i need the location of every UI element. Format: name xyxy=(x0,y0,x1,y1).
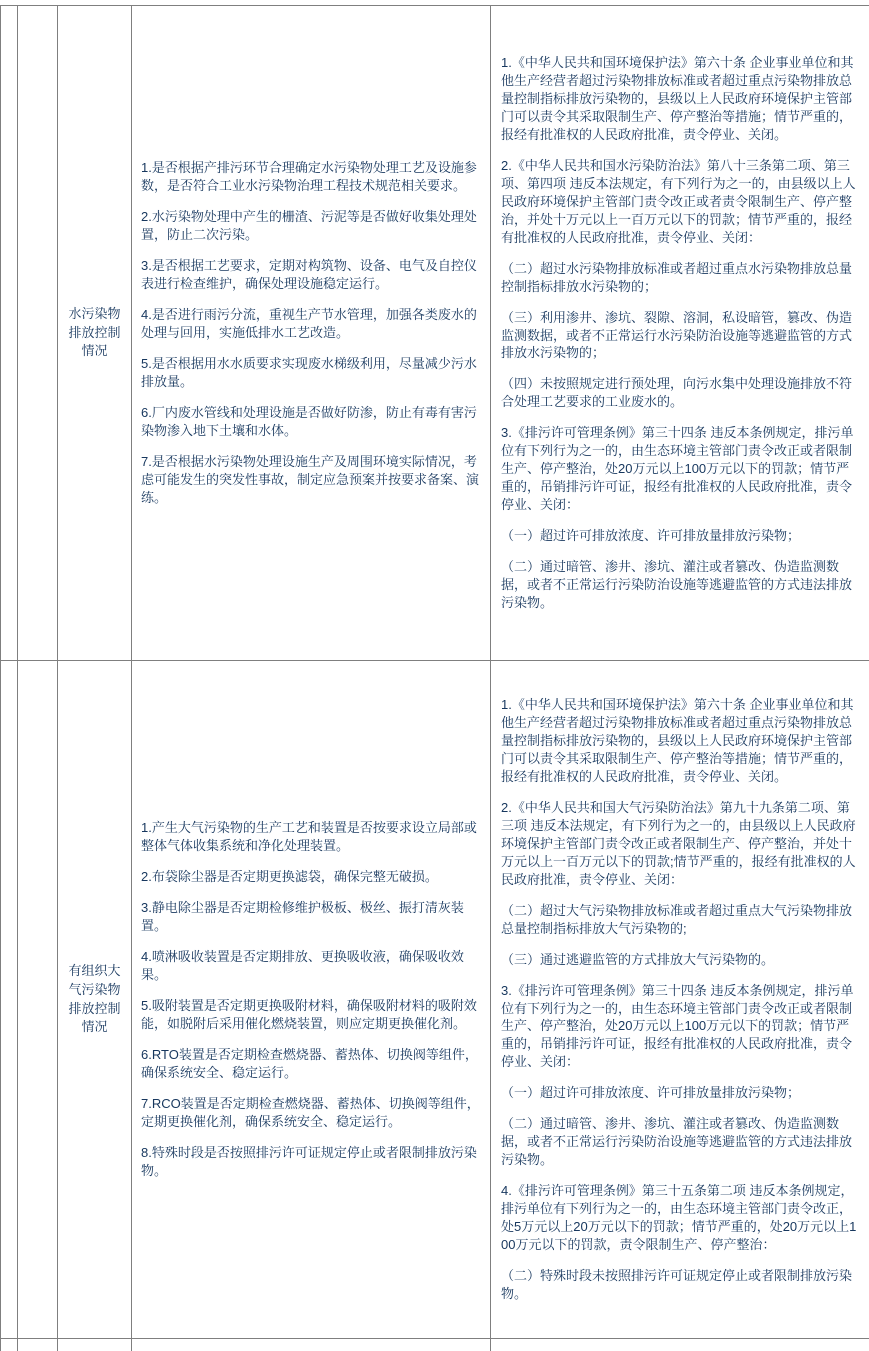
legal-item: （二）通过暗管、渗井、渗坑、灌注或者篡改、伪造监测数据，或者不正常运行污染防治设施等逃避监管的方式违法排放污染物。 xyxy=(501,1116,853,1168)
partial-cell xyxy=(58,1339,132,1351)
legal-item: （二）超过水污染物排放标准或者超过重点水污染物排放总量控制指标排放水污染物的； xyxy=(501,260,853,294)
legal-item: 2.《中华人民共和国水污染防治法》第八十三条第二项、第三项、第四项 违反本法规定，有下列行为之一的，由县级以上人民政府环境保护主管部门责令改正或者责令限制生产、停产整治，并处十万元以上一百万元以下的罚款；情节严重的，报经有批准权的人民政府批准，责令停业、关闭： xyxy=(501,158,856,245)
checklist-cell xyxy=(132,661,491,1339)
legal-cell xyxy=(491,661,869,1339)
checklist-item: 3.是否根据工艺要求，定期对构筑物、设备、电气及自控仪表进行检查维护，确保处理设施稳定运行。 xyxy=(141,258,477,292)
checklist-item: 6.厂内废水管线和处理设施是否做好防渗，防止有毒有害污染物渗入地下土壤和水体。 xyxy=(141,404,477,438)
edge-cell-outer xyxy=(1,661,18,1339)
legal-item: （二）超过大气污染物排放标准或者超过重点大气污染物排放总量控制指标排放大气污染物的; xyxy=(501,902,853,936)
partial-cell xyxy=(18,1339,58,1351)
legal-item: （一）超过许可排放浓度、许可排放量排放污染物； xyxy=(501,1085,801,1101)
checklist-item: 4.是否进行雨污分流，重视生产节水管理，加强各类废水的处理与回用，实施低排水工艺改造。 xyxy=(141,307,477,341)
checklist-cell xyxy=(132,6,491,661)
legal-item: （三）通过逃避监管的方式排放大气污染物的。 xyxy=(501,951,775,967)
partial-cell xyxy=(1,1339,18,1351)
checklist-item: 7.是否根据水污染物处理设施生产及周围环境实际情况，考虑可能发生的突发性事故，制定应急预案并按要求备案、演练。 xyxy=(141,453,480,505)
legal-item: 4.《排污许可管理条例》第三十五条第二项 违反本条例规定，排污单位有下列行为之一的，由生态环境主管部门责令改正，处5万元以上20万元以下的罚款；情节严重的，处20万元以上100万元以下的罚款，责令限制生产、停产整治： xyxy=(501,1183,857,1252)
checklist-item: 4.喷淋吸收装置是否定期排放、更换吸收液，确保吸收效果。 xyxy=(141,949,464,983)
legal-item: 2.《中华人民共和国大气污染防治法》第九十九条第二项、第三项 违反本法规定，有下列行为之一的，由县级以上人民政府环境保护主管部门责令改正或者限制生产、停产整治，并处十万元以上一百万元以下的罚款;情节严重的，报经有批准权的人民政府批准，责令停业、关闭： xyxy=(501,800,856,887)
edge-cell-outer xyxy=(1,6,18,661)
legal-item: 1.《中华人民共和国环境保护法》第六十条 企业事业单位和其他生产经营者超过污染物排放标准或者超过重点污染物排放总量控制指标排放污染物的，县级以上人民政府环境保护主管部门可以责令其采取限制生产、停产整治等措施；情节严重的，报经有批准权的人民政府批准，责令停业、关闭。 xyxy=(501,55,854,143)
checklist-item: 1.是否根据产排污环节合理确定水污染物处理工艺及设施参数，是否符合工业水污染物治理工程技术规范相关要求。 xyxy=(141,160,477,194)
legal-item: （一）超过许可排放浓度、许可排放量排放污染物； xyxy=(501,527,801,543)
checklist-item: 8.特殊时段是否按照排污许可证规定停止或者限制排放污染物。 xyxy=(141,1144,477,1178)
legal-item: 3.《排污许可管理条例》第三十四条 违反本条例规定，排污单位有下列行为之一的，由生态环境主管部门责令改正或者限制生产、停产整治，处20万元以上100万元以下的罚款；情节严重的，吊销排污许可证，报经有批准权的人民政府批准，责令停业、关闭： xyxy=(501,425,854,512)
compliance-table xyxy=(0,5,869,1351)
table-row xyxy=(1,661,869,1339)
checklist-item: 3.静电除尘器是否定期检修维护极板、极丝、振打清灰装置。 xyxy=(141,900,464,934)
checklist-item: 7.RCO装置是否定期检查燃烧器、蓄热体、切换阀等组件，定期更换催化剂，确保系统安全、稳定运行。 xyxy=(141,1095,480,1129)
partial-cell xyxy=(491,1339,869,1351)
legal-item: 3.《排污许可管理条例》第三十四条 违反本条例规定，排污单位有下列行为之一的，由生态环境主管部门责令改正或者限制生产、停产整治，处20万元以上100万元以下的罚款；情节严重的，吊销排污许可证，报经有批准权的人民政府批准，责令停业、关闭： xyxy=(501,982,854,1070)
checklist-item: 2.水污染物处理中产生的栅渣、污泥等是否做好收集处理处置，防止二次污染。 xyxy=(141,209,477,243)
legal-item: （四）未按照规定进行预处理，向污水集中处理设施排放不符合处理工艺要求的工业废水的。 xyxy=(501,376,853,410)
category-cell: 有组织大气污染物排放控制情况 xyxy=(58,661,132,1339)
checklist-item: 5.吸附装置是否定期更换吸附材料，确保吸附材料的吸附效能，如脱附后采用催化燃烧装置，则应定期更换催化剂。 xyxy=(141,998,477,1031)
legal-item: （二）特殊时段未按照排污许可证规定停止或者限制排放污染物。 xyxy=(501,1267,853,1301)
checklist-item: 5.是否根据用水水质要求实现废水梯级利用，尽量减少污水排放量。 xyxy=(141,355,477,389)
category-cell: 水污染物排放控制情况 xyxy=(58,6,132,661)
checklist-item: 1.产生大气污染物的生产工艺和装置是否按要求设立局部或整体气体收集系统和净化处理装置。 xyxy=(141,820,477,854)
partial-cell xyxy=(132,1339,491,1351)
edge-cell-inner xyxy=(18,661,58,1339)
legal-item: 1.《中华人民共和国环境保护法》第六十条 企业事业单位和其他生产经营者超过污染物排放标准或者超过重点污染物排放总量控制指标排放污染物的，县级以上人民政府环境保护主管部门可以责令其采取限制生产、停产整治等措施；情节严重的，报经有批准权的人民政府批准，责令停业、关闭。 xyxy=(501,697,854,785)
legal-cell xyxy=(491,6,869,661)
legal-item: （三）利用渗井、渗坑、裂隙、溶洞，私设暗管，篡改、伪造监测数据，或者不正常运行水污染防治设施等逃避监管的方式排放水污染物的； xyxy=(501,309,853,361)
checklist-item: 2.布袋除尘器是否定期更换滤袋，确保完整无破损。 xyxy=(141,869,438,885)
legal-item: （二）通过暗管、渗井、渗坑、灌注或者篡改、伪造监测数据，或者不正常运行污染防治设施等逃避监管的方式违法排放污染物。 xyxy=(501,558,853,610)
checklist-item: 6.RTO装置是否定期检查燃烧器、蓄热体、切换阀等组件，确保系统安全、稳定运行。 xyxy=(141,1046,478,1080)
table-row xyxy=(1,6,869,661)
partial-bottom-row xyxy=(1,1339,869,1351)
edge-cell-inner xyxy=(18,6,58,661)
